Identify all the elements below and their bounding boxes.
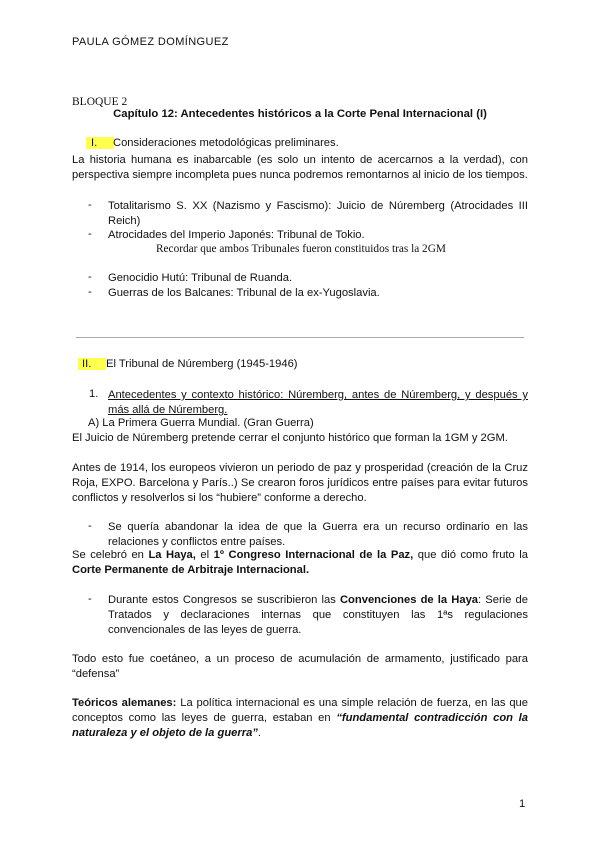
section1-heading	[86, 137, 339, 149]
section1-bullet: Guerras de los Balcanes: Tribunal de la ex-Yugoslavia.	[108, 287, 380, 299]
text-run: que dió como fruto la	[413, 549, 528, 561]
paragraph: Antes de 1914, los europeos vivieron un periodo de paz y prosperidad (creación de la Cruz Roja, EXPO. Barcelona y París..) Se crearon foros jurídicos entre países para evitar futuros conflictos y resolverlos si los “hubiere” conforme a derecho.	[72, 462, 528, 504]
subsection-a: A) La Primera Guerra Mundial. (Gran Guerra)	[88, 417, 314, 429]
text-run: : Serie de Tratados y declaraciones internas que constituyen las 1ªs regulaciones convencionales de las leyes de guerra.	[108, 594, 528, 636]
text-run: “fundamental contradicción con la naturaleza y el objeto de la guerra”	[72, 712, 529, 739]
paragraph	[72, 548, 528, 578]
paragraph	[72, 696, 528, 741]
text-run: La Haya,	[148, 549, 196, 561]
section2-number: II.	[78, 358, 106, 370]
bullet-dash: -	[88, 593, 92, 605]
bullet-dash: -	[88, 271, 92, 283]
block-label: BLOQUE 2	[72, 96, 128, 108]
section1-bullet: Genocidio Hutú: Tribunal de Ruanda.	[108, 272, 293, 284]
item1-number: 1.	[89, 388, 99, 400]
page-number: 1	[519, 798, 526, 810]
text-run: Se celebró en	[72, 549, 149, 561]
section1-bullet: Atrocidades del Imperio Japonés: Tribunal de Tokio.	[108, 229, 365, 241]
paragraph: El Juicio de Núremberg pretende cerrar el conjunto histórico que forman la 1GM y 2GM.	[72, 432, 508, 444]
section1-intro: La historia humana es inabarcable (es solo un intento de acercarnos a la verdad), con perspectiva siempre incompleta pues nunca podremos remontarnos al inicio de los tiempos.	[72, 154, 528, 181]
text-run: Corte Permanente de Arbitraje Internacional.	[72, 564, 310, 576]
section1-title: Consideraciones metodológicas preliminares.	[113, 137, 339, 149]
bullet-dash: -	[88, 520, 92, 532]
item1-text: Antecedentes y contexto histórico: Núremberg, antes de Núremberg, y después y más allá de Núremberg.	[108, 389, 528, 416]
text-run: Durante estos Congresos se suscribieron las	[108, 594, 340, 606]
section1-bullet: Totalitarismo S. XX (Nazismo y Fascismo): Juicio de Núremberg (Atrocidades III Reich)	[108, 200, 528, 227]
section1-note: Recordar que ambos Tribunales fueron constituidos tras la 2GM	[156, 243, 446, 255]
section2-title: El Tribunal de Núremberg (1945-1946)	[106, 358, 298, 370]
chapter-title: Capítulo 12: Antecedentes históricos a la Corte Penal Internacional (I)	[113, 108, 487, 120]
bullet-dash: -	[88, 199, 92, 211]
section2-bullet: Se quería abandonar la idea de que la Guerra era un recurso ordinario en las relaciones y conflictos entre países.	[108, 521, 528, 548]
text-run: .	[257, 727, 262, 739]
text-run: Convenciones de la Haya	[339, 594, 479, 606]
header-author: PAULA GÓMEZ DOMÍNGUEZ	[72, 36, 229, 48]
text-run: Teóricos alemanes:	[72, 697, 177, 709]
bullet-dash: -	[88, 286, 92, 298]
section2-heading	[78, 358, 298, 370]
section1-number: I.	[86, 137, 113, 149]
text-run: 1º Congreso Internacional de la Paz,	[213, 549, 414, 561]
text-run: el	[195, 549, 214, 561]
section2-bullet	[108, 593, 528, 638]
section-divider	[76, 337, 524, 338]
paragraph: Todo esto fue coetáneo, a un proceso de acumulación de armamento, justificado para “defensa”	[72, 653, 528, 680]
bullet-dash: -	[88, 228, 92, 240]
text-run: La política internacional es una simple relación de fuerza, en las que conceptos como las leyes de guerra, estaban en	[72, 697, 529, 724]
